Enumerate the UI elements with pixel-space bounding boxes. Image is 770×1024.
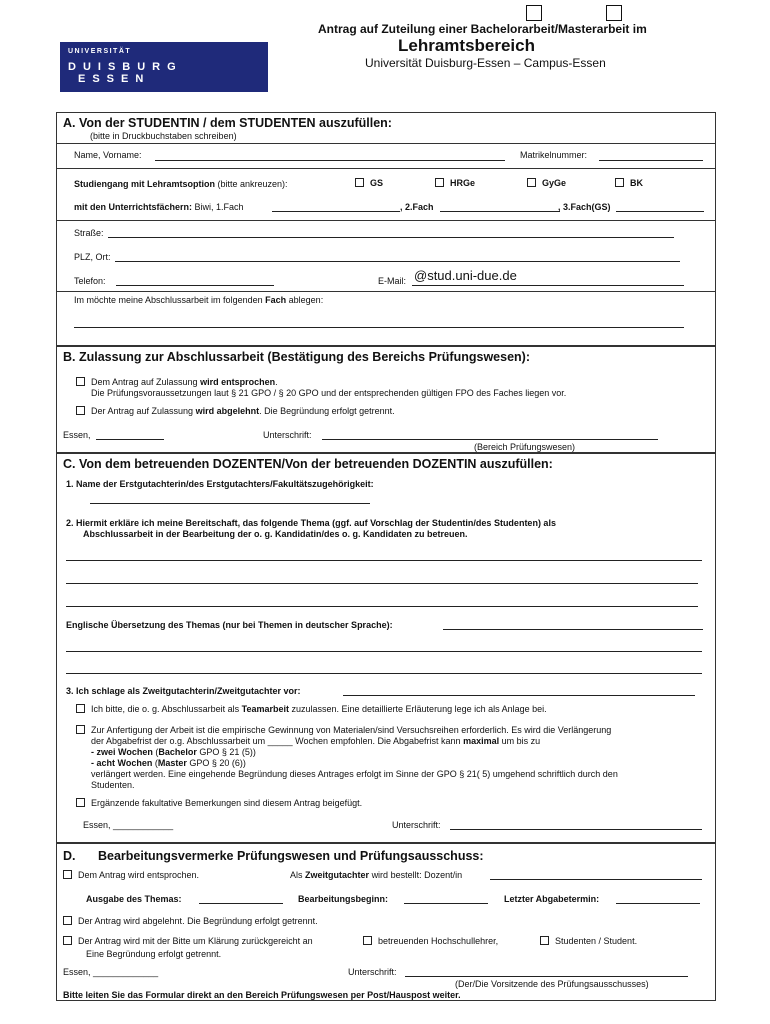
verlaengerung-line3: - zwei Wochen (Bachelor GPO § 21 (5)) <box>91 747 256 757</box>
verlaengerung-option[interactable]: Zur Anfertigung der Arbeit ist die empirische Gewinnung von Materialen/sind Versuchsreihen erforderlich. Es wird die Verlängerung <box>76 725 611 735</box>
section-c-title: C. Von dem betreuenden DOZENTEN/Von der betreuenden DOZENTIN auszufüllen: <box>63 457 553 471</box>
option-hrge[interactable]: HRGe <box>435 178 475 188</box>
checkbox-icon <box>435 178 444 187</box>
verlaengerung-line6: Studenten. <box>91 780 135 790</box>
section-c-item2-l2: Abschlussarbeit in der Bearbeitung der o. g. Kandidatin/des o. g. Kandidaten zu betreuen. <box>83 529 468 539</box>
header-subtitle: Universität Duisburg-Essen – Campus-Essen <box>365 56 606 70</box>
name-label: Name, Vorname: <box>74 150 142 160</box>
section-d-opt1[interactable]: Dem Antrag wird entsprochen. <box>63 870 199 880</box>
englisch-line-3[interactable] <box>66 673 702 674</box>
checkbox-icon <box>363 936 372 945</box>
strasse-field[interactable] <box>108 237 674 238</box>
section-b-title: B. Zulassung zur Abschlussarbeit (Bestätigung des Bereichs Prüfungswesen): <box>63 350 530 364</box>
name-field[interactable] <box>155 160 505 161</box>
section-d-essen: Essen, _____________ <box>63 967 159 977</box>
beginn-field[interactable] <box>404 903 488 904</box>
section-b-opt2[interactable]: Der Antrag auf Zulassung wird abgelehnt. Die Begründung erfolgt getrennt. <box>76 406 395 416</box>
studenten-option[interactable]: Studenten / Student. <box>540 936 637 946</box>
section-d-letter: D. <box>63 849 76 863</box>
section-d-opt3-line2: Eine Begründung erfolgt getrennt. <box>86 949 222 959</box>
checkbox-icon <box>76 377 85 386</box>
section-c-item3: 3. Ich schlage als Zweitgutachterin/Zweitgutachter vor: <box>66 686 301 696</box>
section-b-essen: Essen, <box>63 430 91 440</box>
verlaengerung-line4: - acht Wochen (Master GPO § 20 (6)) <box>91 758 246 768</box>
englisch-line-2[interactable] <box>66 651 702 652</box>
section-c-signature-field[interactable] <box>450 829 702 830</box>
section-b-unterschrift: Unterschrift: <box>263 430 312 440</box>
checkbox-icon <box>355 178 364 187</box>
checkbox-icon <box>76 406 85 415</box>
checkbox-icon <box>540 936 549 945</box>
header-line1: Antrag auf Zuteilung einer Bachelorarbeit/Masterarbeit im <box>318 22 647 36</box>
fach1-field[interactable] <box>272 211 400 212</box>
section-d-unterschrift: Unterschrift: <box>348 967 397 977</box>
checkbox-icon <box>527 178 536 187</box>
faecher-label: mit den Unterrichtsfächern: Biwi, 1.Fach <box>74 202 244 212</box>
termin-label: Letzter Abgabetermin: <box>504 894 600 904</box>
plz-field[interactable] <box>115 261 680 262</box>
studiengang-label: Studiengang mit Lehramtsoption (bitte ankreuzen): <box>74 179 288 189</box>
email-label: E-Mail: <box>378 276 407 286</box>
section-a-hint: (bitte in Druckbuchstaben schreiben) <box>90 131 237 141</box>
section-c-unterschrift: Unterschrift: <box>392 820 441 830</box>
englisch-field[interactable] <box>443 629 703 630</box>
fach3-label: , 3.Fach(GS) <box>558 202 611 212</box>
zweitgutachter-label: Als Zweitgutachter wird bestellt: Dozent/in <box>290 870 463 880</box>
section-c-essen: Essen, ____________ <box>83 820 174 830</box>
thema-line-1[interactable] <box>66 560 702 561</box>
email-value[interactable]: @stud.uni-due.de <box>414 268 517 283</box>
beginn-label: Bearbeitungsbeginn: <box>298 894 389 904</box>
email-field[interactable] <box>412 285 684 286</box>
checkbox-icon <box>76 798 85 807</box>
fach-field[interactable] <box>74 327 684 328</box>
ausgabe-field[interactable] <box>199 903 283 904</box>
option-bk[interactable]: BK <box>615 178 643 188</box>
verlaengerung-line2: der Abgabefrist der o.g. Abschlussarbeit um _____ Wochen empfohlen. Die Abgabefrist kann maximal um bis zu <box>91 736 541 746</box>
section-d-opt3[interactable]: Der Antrag wird mit der Bitte um Klärung zurückgereicht an <box>63 936 313 946</box>
checkbox-icon <box>615 178 624 187</box>
thema-line-2[interactable] <box>66 583 698 584</box>
bemerkungen-option[interactable]: Ergänzende fakultative Bemerkungen sind diesem Antrag beigefügt. <box>76 798 362 808</box>
bachelor-checkbox[interactable] <box>526 5 542 21</box>
fach3-field[interactable] <box>616 211 704 212</box>
checkbox-icon <box>63 916 72 925</box>
plz-label: PLZ, Ort: <box>74 252 111 262</box>
checkbox-icon <box>63 936 72 945</box>
zweitgutachter-field[interactable] <box>343 695 695 696</box>
section-c-item1: 1. Name der Erstgutachterin/des Erstgutachters/Fakultätszugehörigkeit: <box>66 479 374 489</box>
matrikel-label: Matrikelnummer: <box>520 150 588 160</box>
section-b-bereich: (Bereich Prüfungswesen) <box>474 442 576 452</box>
hochschullehrer-option[interactable]: betreuenden Hochschullehrer, <box>363 936 498 946</box>
section-d-signature-field[interactable] <box>405 976 688 977</box>
teamarbeit-option[interactable]: Ich bitte, die o. g. Abschlussarbeit als Teamarbeit zuzulassen. Eine detaillierte Erläuterung lege ich als Anlage bei. <box>76 704 547 714</box>
thema-line-3[interactable] <box>66 606 698 607</box>
checkbox-icon <box>63 870 72 879</box>
fach-sentence: Im möchte meine Abschlussarbeit im folgenden Fach ablegen: <box>74 295 324 305</box>
matrikel-field[interactable] <box>599 160 703 161</box>
section-b-signature-field[interactable] <box>322 439 658 440</box>
section-a-title: A. Von der STUDENTIN / dem STUDENTEN auszufüllen: <box>63 116 392 130</box>
telefon-label: Telefon: <box>74 276 106 286</box>
section-c-item2-l1: 2. Hiermit erkläre ich meine Bereitschaft, das folgende Thema (ggf. auf Vorschlag der Studentin/des Studenten) als <box>66 518 556 528</box>
englisch-label: Englische Übersetzung des Themas (nur bei Themen in deutscher Sprache): <box>66 620 393 630</box>
section-d-vorsitz: (Der/Die Vorsitzende des Prüfungsausschusses) <box>455 979 649 989</box>
section-c-box <box>56 453 716 843</box>
strasse-label: Straße: <box>74 228 104 238</box>
section-d-title: Bearbeitungsvermerke Prüfungswesen und Prüfungsausschuss: <box>98 849 484 863</box>
telefon-field[interactable] <box>116 285 274 286</box>
section-a-box <box>56 112 716 346</box>
section-d-opt2[interactable]: Der Antrag wird abgelehnt. Die Begründung erfolgt getrennt. <box>63 916 318 926</box>
section-b-opt1-line2: Die Prüfungsvoraussetzungen laut § 21 GPO / § 20 GPO und der entsprechenden gültigen FPO des Faches liegen vor. <box>91 388 567 398</box>
checkbox-icon <box>76 725 85 734</box>
option-gs[interactable]: GS <box>355 178 383 188</box>
dozent-field[interactable] <box>490 879 702 880</box>
section-b-date-field[interactable] <box>96 439 164 440</box>
master-checkbox[interactable] <box>606 5 622 21</box>
footer-note: Bitte leiten Sie das Formular direkt an den Bereich Prüfungswesen per Post/Hauspost weiter. <box>63 990 461 1000</box>
checkbox-icon <box>76 704 85 713</box>
option-gyge[interactable]: GyGe <box>527 178 566 188</box>
fach2-label: , 2.Fach <box>400 202 434 212</box>
fach2-field[interactable] <box>440 211 560 212</box>
termin-field[interactable] <box>616 903 700 904</box>
section-b-opt1[interactable]: Dem Antrag auf Zulassung wird entsprochen. <box>76 377 278 387</box>
page-title: Lehramtsbereich <box>398 36 535 55</box>
ausgabe-label: Ausgabe des Themas: <box>86 894 182 904</box>
university-logo: UNIVERSITÄT DUISBURG ESSEN <box>60 42 268 92</box>
erstgutachter-field[interactable] <box>90 503 370 504</box>
verlaengerung-line5: verlängert werden. Eine eingehende Begründung dieses Antrages erfolgt im Sinne der GPO § 21( 5) umgehend schriftlich durch den <box>91 769 618 779</box>
